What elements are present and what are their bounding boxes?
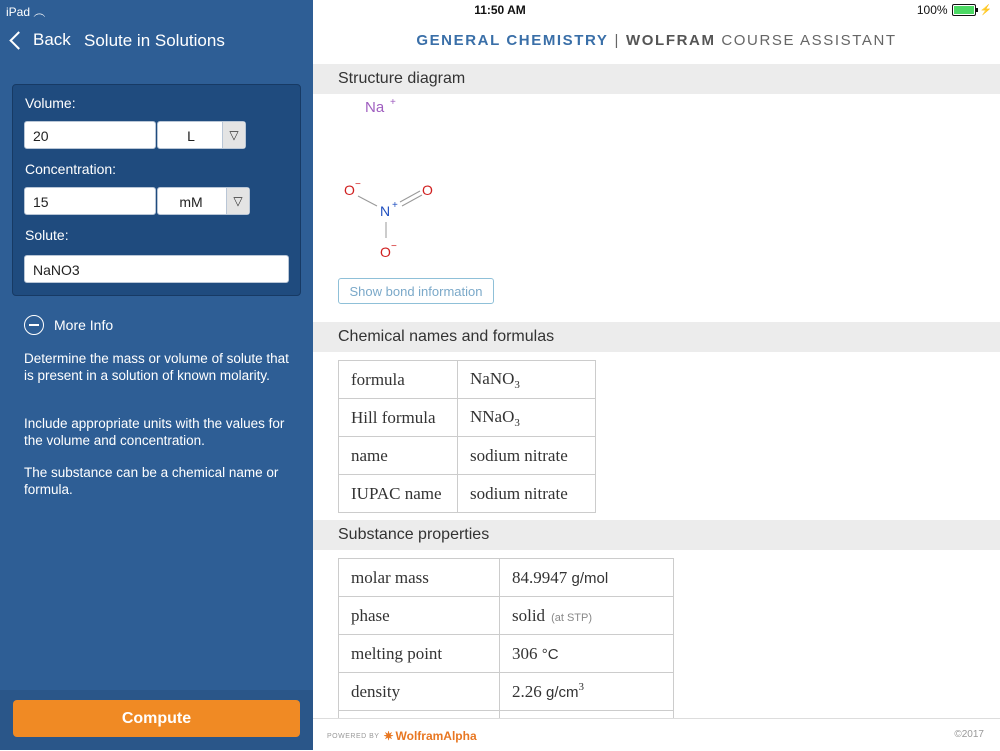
- charge-n: +: [392, 200, 398, 211]
- footer: [313, 718, 1000, 751]
- powered-by-label: POWERED BY: [327, 732, 380, 740]
- value-unit: g/mol: [571, 569, 609, 587]
- atom-o-bottom: O: [380, 244, 391, 260]
- powered-by[interactable]: [327, 729, 477, 743]
- substance-properties-header: Substance properties: [313, 520, 1000, 550]
- row-value: [458, 361, 596, 399]
- device-name: iPad: [6, 5, 31, 19]
- dropdown-triangle-icon: ▽: [226, 188, 249, 214]
- header-course-assistant: COURSE ASSISTANT: [721, 32, 897, 49]
- row-label: phase: [339, 597, 500, 635]
- battery-percent: 100%: [916, 3, 948, 17]
- table-row: [339, 399, 596, 437]
- value-note: (at STP): [551, 611, 593, 624]
- value-number: 2.26: [512, 682, 542, 701]
- sidebar-navbar: [0, 20, 313, 64]
- charge-o-left: −: [355, 179, 361, 190]
- table-row: [339, 475, 596, 513]
- bond-single: [358, 196, 377, 206]
- row-value: [500, 635, 674, 673]
- charge-na: +: [390, 97, 396, 108]
- collapse-minus-icon: [24, 315, 44, 335]
- status-time: 11:50 AM: [474, 3, 526, 17]
- formula-subscript: 3: [514, 416, 520, 429]
- row-value: [500, 597, 674, 635]
- volume-label: Volume:: [25, 95, 76, 111]
- back-button[interactable]: [8, 30, 71, 50]
- structure-diagram: [338, 94, 478, 269]
- formula-subscript: 3: [514, 378, 520, 391]
- unit-superscript: 3: [578, 681, 585, 693]
- formula-text: NaNO: [470, 368, 515, 388]
- charge-o-bottom: −: [391, 241, 397, 252]
- sidebar: [0, 0, 313, 750]
- header-general-chemistry: GENERAL CHEMISTRY: [416, 32, 609, 49]
- back-label: Back: [33, 30, 71, 49]
- table-row: [339, 597, 674, 635]
- table-row: [339, 673, 674, 711]
- more-info-label: More Info: [54, 317, 114, 333]
- row-label: molar mass: [339, 559, 500, 597]
- atom-n: N: [380, 203, 391, 219]
- row-label: Hill formula: [339, 399, 458, 437]
- row-label: density: [339, 673, 500, 711]
- row-value: sodium nitrate: [458, 475, 596, 513]
- wifi-icon: ︵: [33, 5, 46, 19]
- more-info-toggle[interactable]: [24, 315, 113, 335]
- volume-unit-value: L: [187, 128, 195, 144]
- status-right: [917, 3, 992, 17]
- chevron-left-icon: [9, 31, 27, 49]
- input-form: [12, 84, 301, 296]
- solute-input[interactable]: NaNO3: [24, 255, 289, 283]
- value-number: 306: [512, 643, 538, 663]
- table-row: [339, 437, 596, 475]
- table-row: [339, 559, 674, 597]
- main-panel: [313, 0, 1000, 750]
- structure-diagram-header: Structure diagram: [313, 64, 1000, 94]
- table-row: [339, 361, 596, 399]
- atom-o-right: O: [422, 182, 433, 198]
- volume-unit-select[interactable]: [157, 121, 246, 149]
- dropdown-triangle-icon: ▽: [222, 122, 245, 148]
- solute-label: Solute:: [25, 227, 69, 243]
- value-text: solid: [512, 605, 546, 625]
- concentration-label: Concentration:: [25, 161, 117, 177]
- header-separator: |: [614, 32, 621, 49]
- app-header: [313, 20, 1000, 65]
- formula-text: NNaO: [470, 406, 515, 426]
- info-paragraph: The substance can be a chemical name or formula.: [24, 465, 279, 497]
- info-paragraph: Include appropriate units with the values for the volume and concentration.: [24, 416, 285, 448]
- bond-double-b: [402, 195, 422, 206]
- atom-na: Na: [365, 99, 385, 116]
- copyright: ©2017: [954, 729, 984, 740]
- brand-name: WolframAlpha: [395, 729, 477, 743]
- compute-button[interactable]: Compute: [13, 700, 300, 737]
- concentration-input[interactable]: 15: [24, 187, 156, 215]
- sidebar-title: Solute in Solutions: [84, 31, 225, 50]
- bond-double-a: [400, 191, 420, 202]
- show-bond-information-button[interactable]: Show bond information: [338, 278, 494, 304]
- concentration-unit-select[interactable]: [157, 187, 250, 215]
- concentration-unit-value: mM: [179, 194, 203, 210]
- row-value: [458, 399, 596, 437]
- row-label: formula: [339, 361, 458, 399]
- value-unit: g/cm: [546, 684, 579, 701]
- status-bar: [0, 0, 1000, 20]
- table-row: [339, 635, 674, 673]
- row-label: name: [339, 437, 458, 475]
- row-value: [500, 673, 674, 711]
- row-value: sodium nitrate: [458, 437, 596, 475]
- row-value: [500, 559, 674, 597]
- row-label: IUPAC name: [339, 475, 458, 513]
- header-wolfram: WOLFRAM: [626, 32, 716, 49]
- wolfram-star-icon: ✷: [383, 729, 394, 743]
- volume-input[interactable]: 20: [24, 121, 156, 149]
- atom-o-left: O: [344, 182, 355, 198]
- names-table: [338, 360, 596, 513]
- wolframalpha-logo: [383, 729, 476, 743]
- value-number: 84.9947: [512, 567, 568, 587]
- charging-bolt-icon: ⚡: [979, 4, 992, 16]
- row-label: melting point: [339, 635, 500, 673]
- battery-icon: [952, 4, 976, 16]
- info-paragraph: Determine the mass or volume of solute that is present in a solution of known molarity.: [24, 351, 289, 383]
- value-unit: °C: [541, 645, 559, 663]
- names-formulas-header: Chemical names and formulas: [313, 322, 1000, 352]
